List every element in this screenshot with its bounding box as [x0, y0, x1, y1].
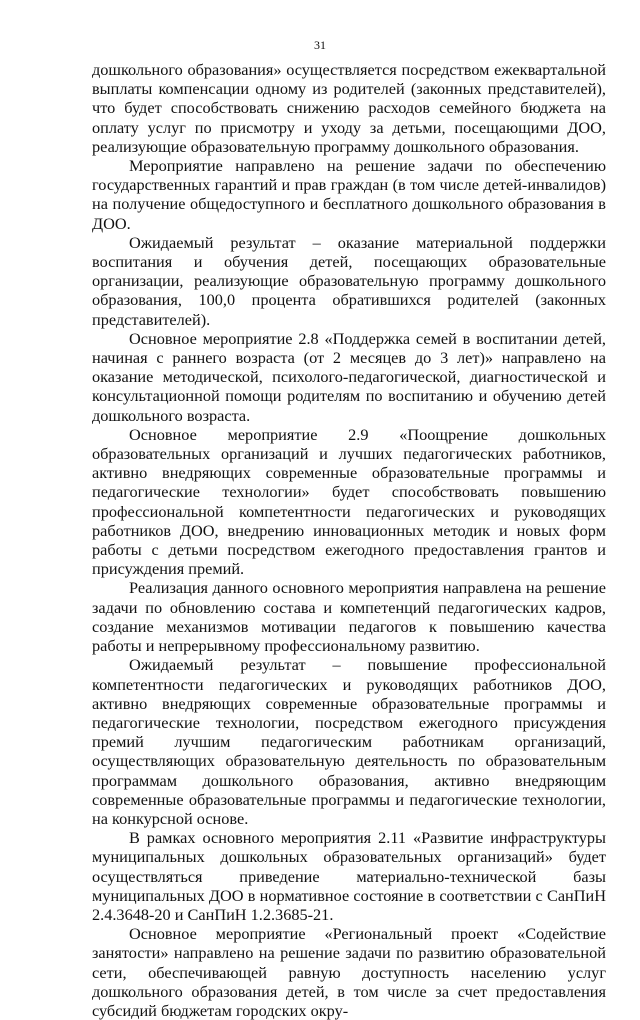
paragraph: Основное мероприятие 2.9 «Поощрение дошкольных образовательных организаций и лучших педагогических работников, активно внедряющих современные образовательные программы и педагогические технологии» будет способствовать повышению профессиональной компетентности педагогических и руководящих работников ДОО, внедрению инновационных методик и новых форм работы с детьми посредством ежегодного предоставления грантов и присуждения премий. [92, 424, 606, 579]
paragraph: Основное мероприятие 2.8 «Поддержка семей в воспитании детей, начиная с раннего возраста (от 2 месяцев до 3 лет)» направлено на оказание методической, психолого-педагогической, диагностической и консультационной помощи родителям по воспитанию и обучению детей дошкольного возраста. [92, 328, 606, 425]
paragraph: Мероприятие направлено на решение задачи по обеспечению государственных гарантий и прав граждан (в том числе детей-инвалидов) на получение общедоступного и бесплатного дошкольного образования в ДОО. [92, 156, 606, 233]
paragraph: Ожидаемый результат – оказание материальной поддержки воспитания и обучения детей, посещающих образовательные организации, реализующие образовательную программу дошкольного образования, 100,0 процента обратившихся родителей (законных представителей). [92, 232, 606, 329]
paragraph-continued: дошкольного образования» осуществляется посредством ежеквартальной выплаты компенсации одному из родителей (законных представителей), что будет способствовать снижению расходов семейного бюджета на оплату услуг по присмотру и уходу за детьми, посещающими ДОО, реализующие образовательную программу дошкольного образования. [92, 60, 606, 156]
paragraph: Ожидаемый результат – повышение профессиональной компетентности педагогических и руководящих работников ДОО, активно внедряющих современные образовательные программы и педагогические технологии, посредством ежегодного присуждения премий лучшим педагогическим работникам организаций, осуществляющих образовательную деятельность по образовательным программам дошкольного образования, активно внедряющим современные образовательные программы и педагогические технологии, на конкурсной основе. [92, 655, 606, 828]
paragraph: Реализация данного основного мероприятия направлена на решение задачи по обновлению состава и компетенций педагогических кадров, создание механизмов мотивации педагогов к повышению качества работы и непрерывному профессиональному развитию. [92, 578, 606, 656]
paragraph: Основное мероприятие «Региональный проект «Содействие занятости» направлено на решение задачи по развитию образовательной сети, обеспечивающей равную доступность населению услуг дошкольного образования детей, в том числе за счет предоставления субсидий бюджетам городских окру- [92, 924, 606, 1020]
paragraph: В рамках основного мероприятия 2.11 «Развитие инфраструктуры муниципальных дошкольных образовательных организаций» будет осуществляться приведение материально-технической базы муниципальных ДОО в нормативное состояние в соответствии с СанПиН 2.4.3648-20 и СанПиН 1.2.3685-21. [92, 828, 606, 924]
page-number: 31 [314, 38, 326, 52]
body-text [92, 60, 606, 1020]
